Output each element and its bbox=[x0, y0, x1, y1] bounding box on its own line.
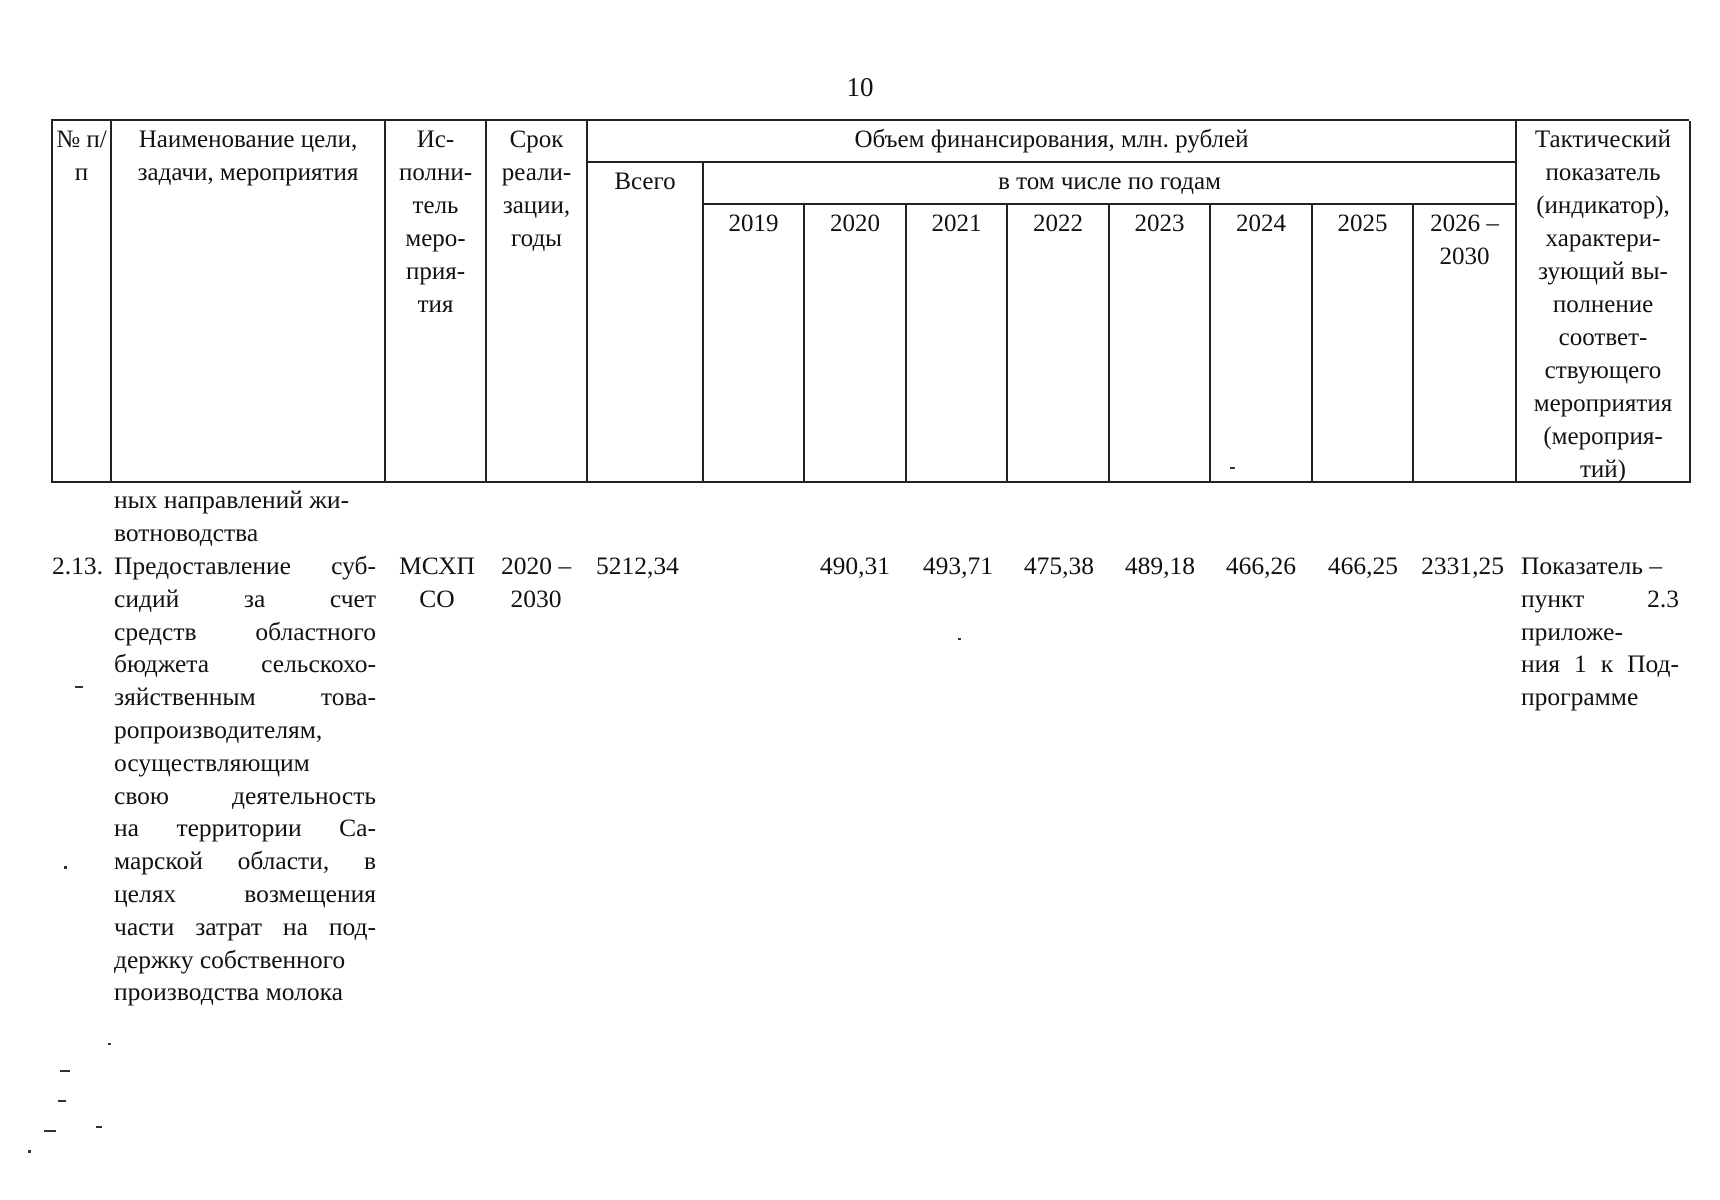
value-2020: 490,31 bbox=[819, 551, 890, 580]
page-number: 10 bbox=[846, 72, 874, 102]
row-indicator: Показатель – пункт 2.3 приложе- ния 1 к Под- программе bbox=[1521, 551, 1679, 712]
scan-speck bbox=[108, 1043, 111, 1045]
scan-speck bbox=[64, 866, 67, 869]
scan-speck bbox=[958, 638, 961, 640]
row-number: 2.13. bbox=[52, 551, 103, 580]
scan-speck bbox=[44, 1130, 56, 1132]
value-2025: 466,25 bbox=[1327, 551, 1398, 580]
scan-speck bbox=[60, 1070, 70, 1072]
header-year-2019: 2019 bbox=[704, 205, 805, 483]
scan-speck bbox=[75, 686, 83, 688]
header-total: Всего bbox=[588, 163, 704, 483]
header-year-2025: 2025 bbox=[1313, 205, 1414, 483]
continued-name: ных направлений жи- вотноводства bbox=[114, 485, 350, 547]
row-name: Предоставление суб- сидий за счет средств областного бюджета сельскохо- зяйственным това- ропроизводителям, осуществляющим свою деятельность на территории Са- марской области, в целях возмещения части затрат на под- держку собственного производства молока bbox=[114, 551, 376, 1007]
value-2023: 489,18 bbox=[1124, 551, 1195, 580]
header-year-2022: 2022 bbox=[1008, 205, 1110, 483]
scan-speck bbox=[58, 1100, 66, 1102]
header-year-2020: 2020 bbox=[805, 205, 907, 483]
row-executor: МСХП СО bbox=[399, 551, 475, 613]
header-funding: Объем финансирования, млн. рублей bbox=[588, 121, 1517, 163]
scan-speck bbox=[1230, 467, 1235, 469]
header-no: № п/п bbox=[53, 121, 112, 483]
table-header bbox=[51, 119, 1689, 483]
header-term: Срок реали-зации, годы bbox=[487, 121, 588, 483]
value-2022: 475,38 bbox=[1023, 551, 1094, 580]
scan-speck bbox=[28, 1150, 31, 1153]
header-name: Наименование цели, задачи, мероприятия bbox=[112, 121, 386, 483]
header-by-years: в том числе по годам bbox=[704, 163, 1517, 205]
row-total: 5212,34 bbox=[596, 551, 679, 580]
value-2026-2030: 2331,25 bbox=[1421, 551, 1504, 580]
value-2021: 493,71 bbox=[922, 551, 993, 580]
header-indicator: Тактический показатель (индикатор), характери-зующий вы-полнение соответ-ствующего мероприятия (мероприя-тий) bbox=[1517, 121, 1691, 483]
row-term: 2020 – 2030 bbox=[500, 551, 572, 613]
header-executor: Ис-полни-тель меро-прия-тия bbox=[386, 121, 487, 483]
header-year-2021: 2021 bbox=[907, 205, 1008, 483]
header-year-2024: 2024 bbox=[1211, 205, 1313, 483]
header-year-2023: 2023 bbox=[1110, 205, 1211, 483]
header-year-2026-2030: 2026 – 2030 bbox=[1414, 205, 1517, 483]
value-2024: 466,26 bbox=[1225, 551, 1296, 580]
scan-speck bbox=[96, 1126, 102, 1128]
